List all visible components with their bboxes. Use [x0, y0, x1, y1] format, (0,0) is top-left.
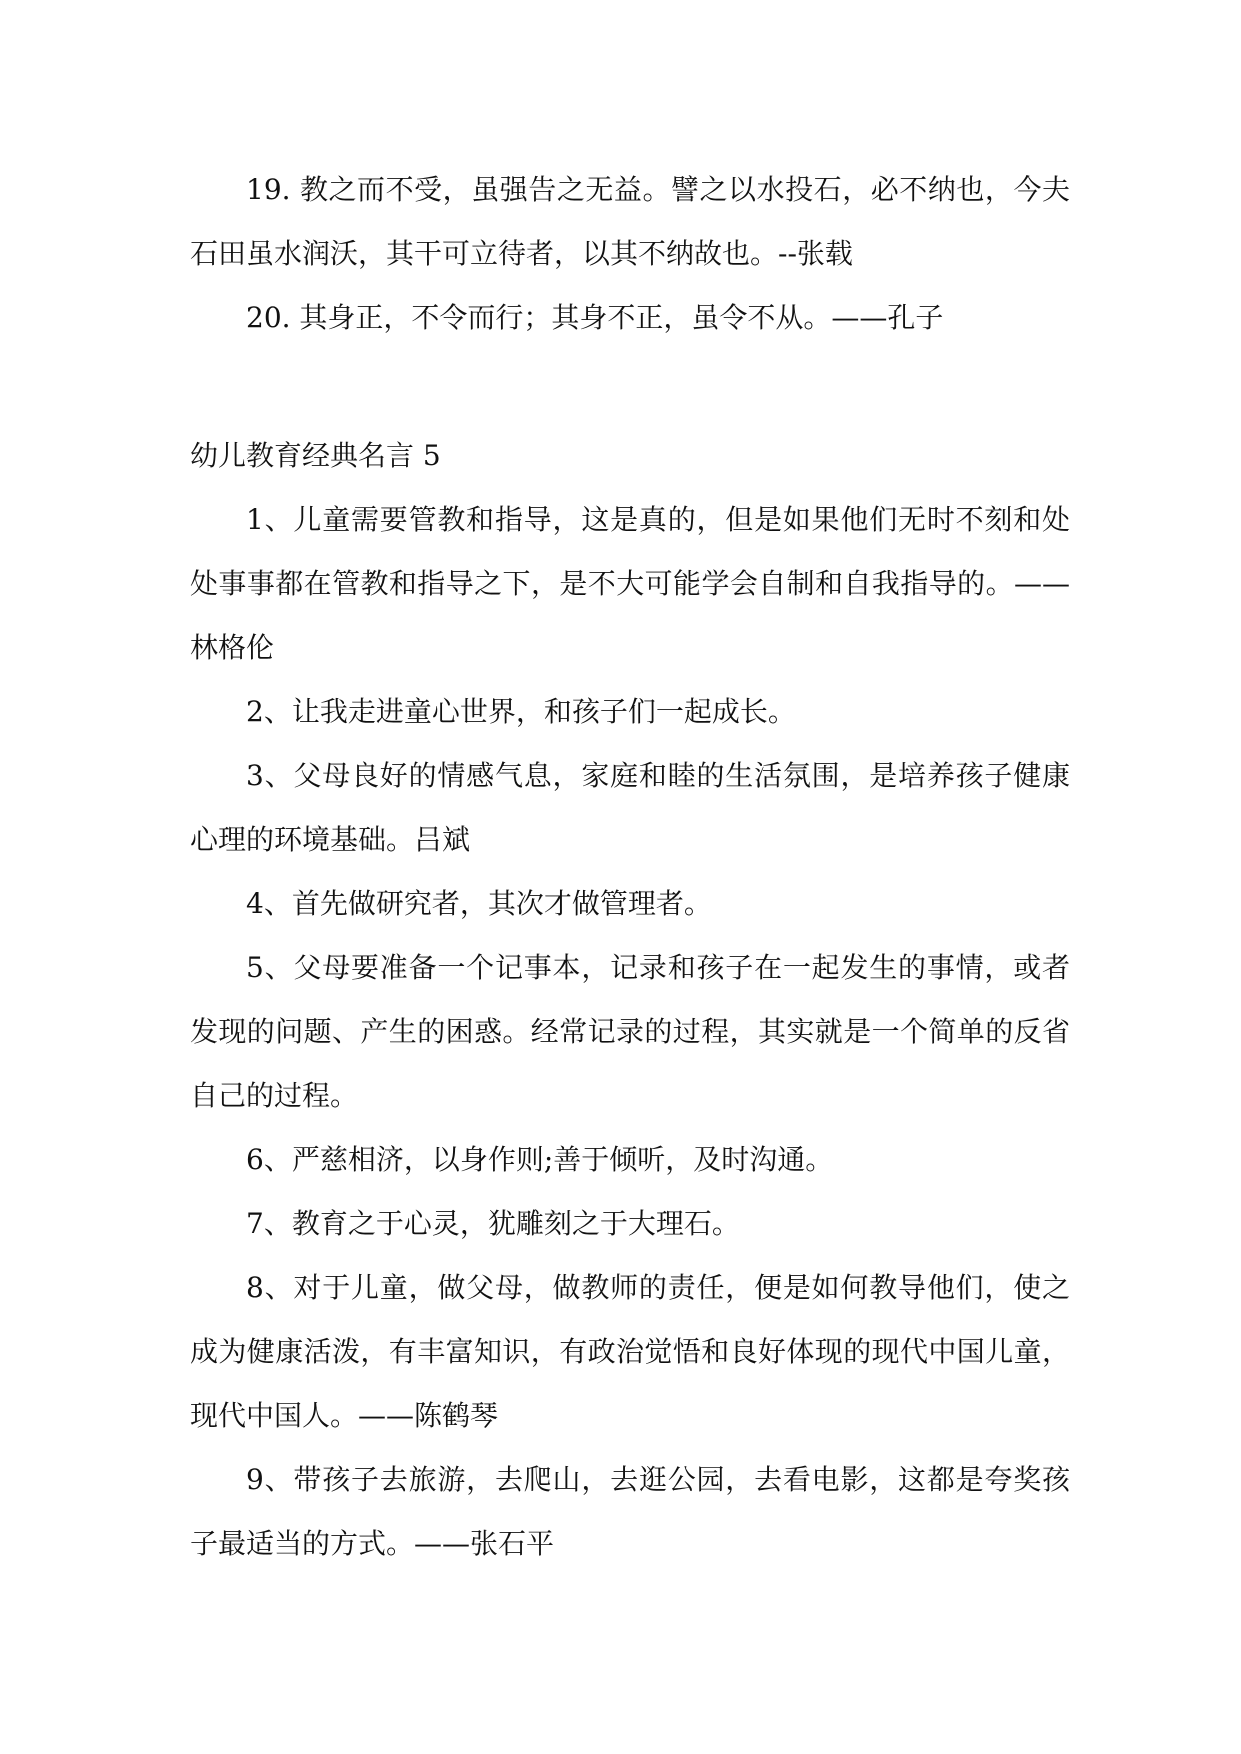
- quote-item-4: 4、首先做研究者，其次才做管理者。: [246, 887, 712, 920]
- quote-item-1: 1、儿童需要管教和指导，这是真的，但是如果他们无时不刻和处处事事都在管教和指导之下，是不大可能学会自制和自我指导的。——林格伦: [190, 503, 1070, 664]
- quote-item-9: 9、带孩子去旅游，去爬山，去逛公园，去看电影，这都是夸奖孩子最适当的方式。——张石平: [190, 1463, 1070, 1560]
- quote-paragraph-19: 19. 教之而不受，虽强告之无益。譬之以水投石，必不纳也，今夫石田虽水润沃，其干可立待者，以其不纳故也。--张载: [190, 173, 1070, 270]
- quote-paragraph-20: 20. 其身正，不令而行；其身不正，虽令不从。——孔子: [246, 301, 944, 334]
- document-page: [190, 158, 1070, 1576]
- section-spacer: [190, 350, 1070, 424]
- quote-item-6: 6、严慈相济，以身作则;善于倾听，及时沟通。: [246, 1143, 834, 1176]
- quote-item-5: 5、父母要准备一个记事本，记录和孩子在一起发生的事情，或者发现的问题、产生的困惑。经常记录的过程，其实就是一个简单的反省自己的过程。: [190, 951, 1070, 1112]
- quote-item-7: 7、教育之于心灵，犹雕刻之于大理石。: [246, 1207, 740, 1240]
- quote-item-8: 8、对于儿童，做父母，做教师的责任，便是如何教导他们，使之成为健康活泼，有丰富知识，有政治觉悟和良好体现的现代中国儿童，现代中国人。——陈鹤琴: [190, 1271, 1070, 1432]
- quote-item-2: 2、让我走进童心世界，和孩子们一起成长。: [246, 695, 796, 728]
- quote-item-3: 3、父母良好的情感气息，家庭和睦的生活氛围，是培养孩子健康心理的环境基础。吕斌: [190, 759, 1070, 856]
- section-title: 幼儿教育经典名言 5: [190, 439, 441, 472]
